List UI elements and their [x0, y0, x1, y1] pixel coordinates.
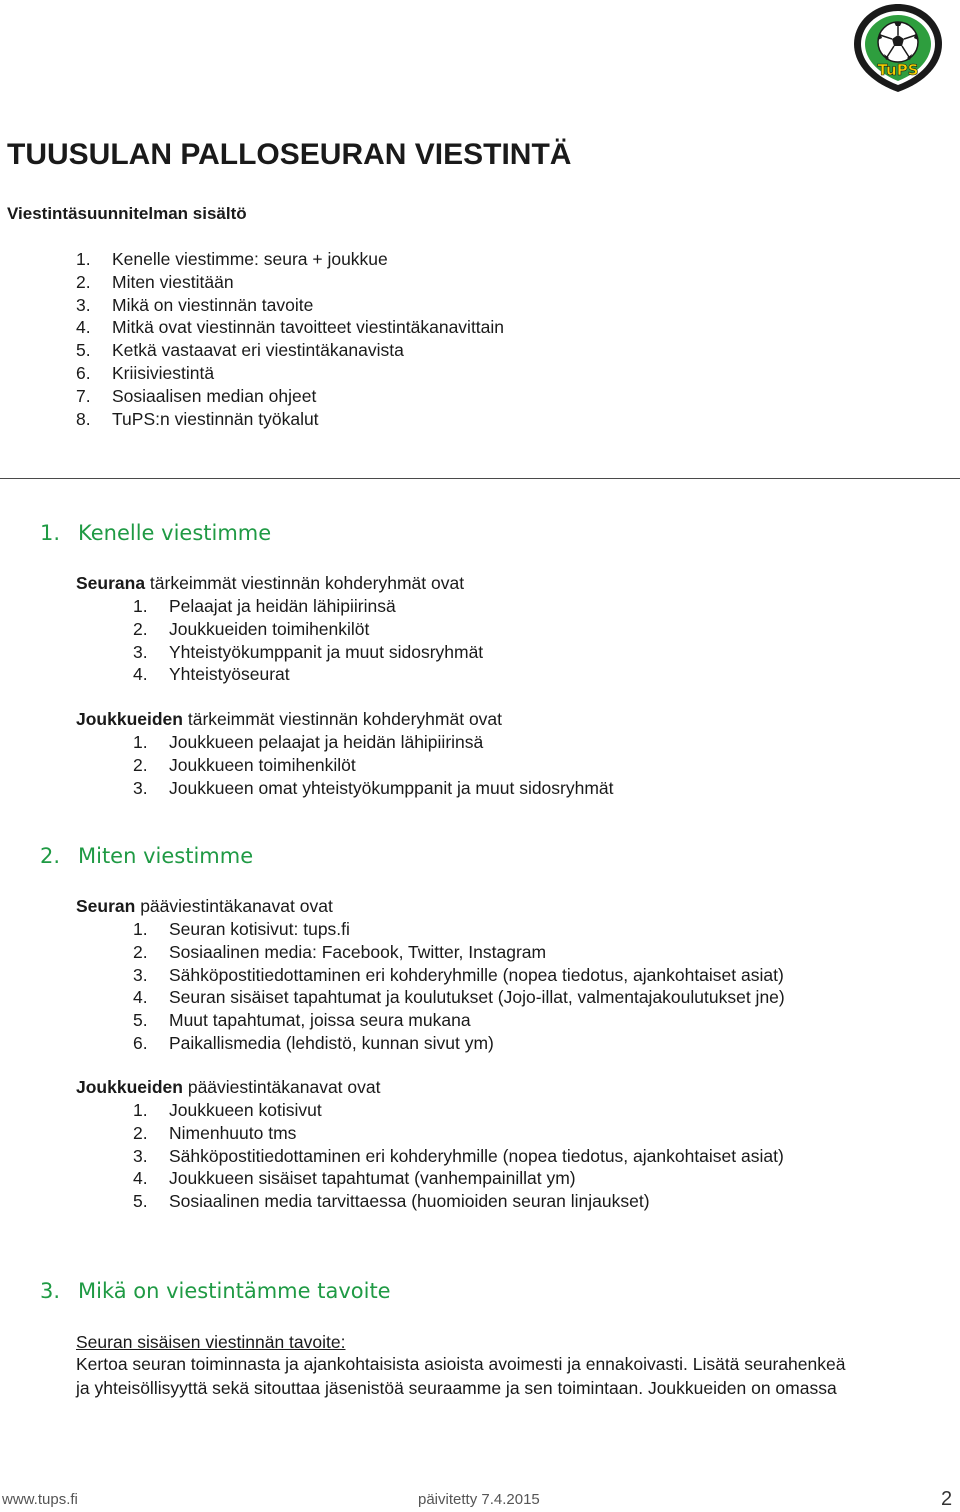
- toc-item-number: 4.: [76, 317, 91, 338]
- list-item: [133, 1032, 785, 1055]
- list-item-text: Yhteistyöseurat: [169, 664, 290, 685]
- list-item: [133, 618, 483, 641]
- list-item-text: Seuran kotisivut: tups.fi: [169, 919, 350, 939]
- section-title: Mikä on viestintämme tavoite: [78, 1279, 391, 1303]
- toc-item-text: Ketkä vastaavat eri viestintäkanavista: [112, 340, 404, 361]
- toc-item-text: Mikä on viestinnän tavoite: [112, 294, 314, 315]
- toc-item: [76, 362, 504, 385]
- channels-heading-teams: [76, 1077, 380, 1098]
- toc-item-text: Sosiaalisen median ohjeet: [112, 385, 317, 406]
- channels-heading-club: [76, 896, 333, 917]
- goal-paragraph: [76, 1353, 845, 1400]
- subheading-rest: tärkeimmät viestinnän kohderyhmät ovat: [145, 573, 465, 593]
- list-item-text: Yhteistyökumppanit ja muut sidosryhmät: [169, 641, 484, 662]
- list-item-number: 3.: [133, 777, 148, 798]
- toc-list: [76, 248, 504, 430]
- toc-item-number: 6.: [76, 362, 91, 383]
- list-item-number: 1.: [133, 732, 148, 752]
- list-item-text: Sosiaalinen media tarvittaessa (huomioiden seuran linjaukset): [169, 1191, 650, 1212]
- section-number: 3.: [40, 1279, 61, 1303]
- subheading-rest: pääviestintäkanavat ovat: [135, 896, 333, 916]
- list-item-number: 2.: [133, 1122, 148, 1143]
- list-item-text: Sosiaalinen media: Facebook, Twitter, Instagram: [169, 941, 547, 962]
- list-item-text: Joukkueen kotisivut: [169, 1100, 322, 1120]
- list-item-number: 3.: [133, 964, 148, 985]
- list-item-text: Pelaajat ja heidän lähipiirinsä: [169, 596, 396, 616]
- club-logo-graphic: [852, 2, 944, 94]
- list-item-number: 5.: [133, 1191, 148, 1212]
- list-item-number: 3.: [133, 1145, 148, 1166]
- toc-item: [76, 248, 504, 271]
- list-item-text: Sähköpostitiedottaminen eri kohderyhmille (nopea tiedotus, ajankohtaiset asiat): [169, 964, 784, 985]
- list-item: [133, 1099, 784, 1122]
- list-item-text: Joukkueiden toimihenkilöt: [169, 618, 370, 639]
- toc-item-text: Mitkä ovat viestinnän tavoitteet viestintäkanavittain: [112, 317, 505, 338]
- list-item: [133, 731, 614, 754]
- list-item: [133, 1190, 784, 1213]
- list-item-number: 4.: [133, 664, 148, 685]
- toc-item-text: TuPS:n viestinnän työkalut: [112, 408, 319, 429]
- document-title: TUUSULAN PALLOSEURAN VIESTINTÄ: [7, 138, 572, 171]
- list-item: [133, 1122, 784, 1145]
- list-item-number: 2.: [133, 754, 148, 775]
- toc-heading: Viestintäsuunnitelman sisältö: [7, 204, 247, 223]
- paragraph-line: Kertoa seuran toiminnasta ja ajankohtaisista asioista avoimesti ja ennakoivasti. Lisätä seurahenkeä: [76, 1354, 846, 1374]
- list-item: [133, 918, 785, 941]
- list-item: [133, 964, 785, 987]
- section-2-heading: [40, 844, 253, 868]
- audience-list-teams: [133, 731, 614, 799]
- toc-item-number: 5.: [76, 340, 91, 361]
- list-item-text: Joukkueen toimihenkilöt: [169, 754, 356, 775]
- audience-list-club: [133, 595, 483, 686]
- toc-item-number: 8.: [76, 408, 91, 429]
- list-item-number: 6.: [133, 1032, 148, 1053]
- section-title: Miten viestimme: [78, 844, 254, 868]
- paragraph-line: ja yhteisöllisyyttä sekä sitouttaa jäsenistöä seuraamme ja sen toimintaan. Joukkueiden on omassa: [76, 1377, 837, 1398]
- list-item-number: 5.: [133, 1010, 148, 1031]
- toc-item-number: 7.: [76, 385, 91, 406]
- list-item: [133, 777, 614, 800]
- list-item: [133, 986, 785, 1009]
- list-item-number: 4.: [133, 987, 148, 1008]
- subheading-bold: Joukkueiden: [76, 709, 183, 729]
- toc-item-text: Kenelle viestimme: seura + joukkue: [112, 249, 388, 269]
- subheading-rest: tärkeimmät viestinnän kohderyhmät ovat: [182, 709, 503, 729]
- list-item: [133, 595, 483, 618]
- list-item-text: Paikallismedia (lehdistö, kunnan sivut ym): [169, 1032, 494, 1053]
- subheading-bold: Seuran: [76, 896, 136, 916]
- list-item-text: Joukkueen pelaajat ja heidän lähipiirinsä: [169, 732, 484, 752]
- toc-item: [76, 408, 504, 431]
- subheading-bold: Seurana: [76, 573, 146, 593]
- channels-list-teams: [133, 1099, 784, 1213]
- toc-item-number: 2.: [76, 271, 91, 292]
- goal-subheading: Seuran sisäisen viestinnän tavoite:: [76, 1332, 346, 1352]
- list-item-number: 3.: [133, 641, 148, 662]
- list-item-text: Muut tapahtumat, joissa seura mukana: [169, 1010, 471, 1031]
- list-item-number: 1.: [133, 1100, 148, 1120]
- list-item: [133, 1145, 784, 1168]
- list-item: [133, 663, 483, 686]
- toc-item-text: Miten viestitään: [112, 271, 234, 292]
- toc-item: [76, 294, 504, 317]
- toc-item: [76, 271, 504, 294]
- list-item-number: 1.: [133, 596, 148, 616]
- list-item-number: 2.: [133, 618, 148, 639]
- footer-website: www.tups.fi: [2, 1491, 78, 1508]
- logo-text: TuPS: [877, 61, 919, 79]
- list-item-text: Joukkueen sisäiset tapahtumat (vanhempainillat ym): [169, 1168, 576, 1189]
- footer-updated: päivitetty 7.4.2015: [418, 1491, 540, 1508]
- toc-item: [76, 339, 504, 362]
- list-item: [133, 754, 614, 777]
- list-item: [133, 1167, 784, 1190]
- section-number: 2.: [40, 844, 61, 868]
- toc-item-number: 3.: [76, 294, 91, 315]
- list-item: [133, 941, 785, 964]
- list-item-number: 2.: [133, 941, 148, 962]
- section-number: 1.: [40, 521, 61, 545]
- list-item-text: Sähköpostitiedottaminen eri kohderyhmille (nopea tiedotus, ajankohtaiset asiat): [169, 1145, 784, 1166]
- toc-item-text: Kriisiviestintä: [112, 362, 215, 383]
- list-item-number: 4.: [133, 1168, 148, 1189]
- list-item-text: Nimenhuuto tms: [169, 1122, 297, 1143]
- list-item: [133, 641, 483, 664]
- channels-list-club: [133, 918, 785, 1055]
- subheading-bold: Joukkueiden: [76, 1077, 183, 1097]
- list-item: [133, 1009, 785, 1032]
- toc-item: [76, 316, 504, 339]
- audience-heading-teams: [76, 709, 502, 730]
- section-1-heading: [40, 521, 271, 545]
- list-item-text: Seuran sisäiset tapahtumat ja koulutukset (Jojo-illat, valmentajakoulutukset jne): [169, 987, 785, 1008]
- club-logo: [852, 2, 944, 94]
- page-number: 2: [941, 1488, 953, 1510]
- toc-item: [76, 385, 504, 408]
- list-item-number: 1.: [133, 919, 148, 939]
- section-3-heading: [40, 1279, 391, 1303]
- list-item-text: Joukkueen omat yhteistyökumppanit ja muut sidosryhmät: [169, 777, 614, 798]
- toc-item-number: 1.: [76, 249, 91, 269]
- section-title: Kenelle viestimme: [78, 521, 272, 545]
- subheading-rest: pääviestintäkanavat ovat: [182, 1077, 381, 1097]
- audience-heading-club: [76, 573, 464, 594]
- section-divider: [0, 478, 960, 479]
